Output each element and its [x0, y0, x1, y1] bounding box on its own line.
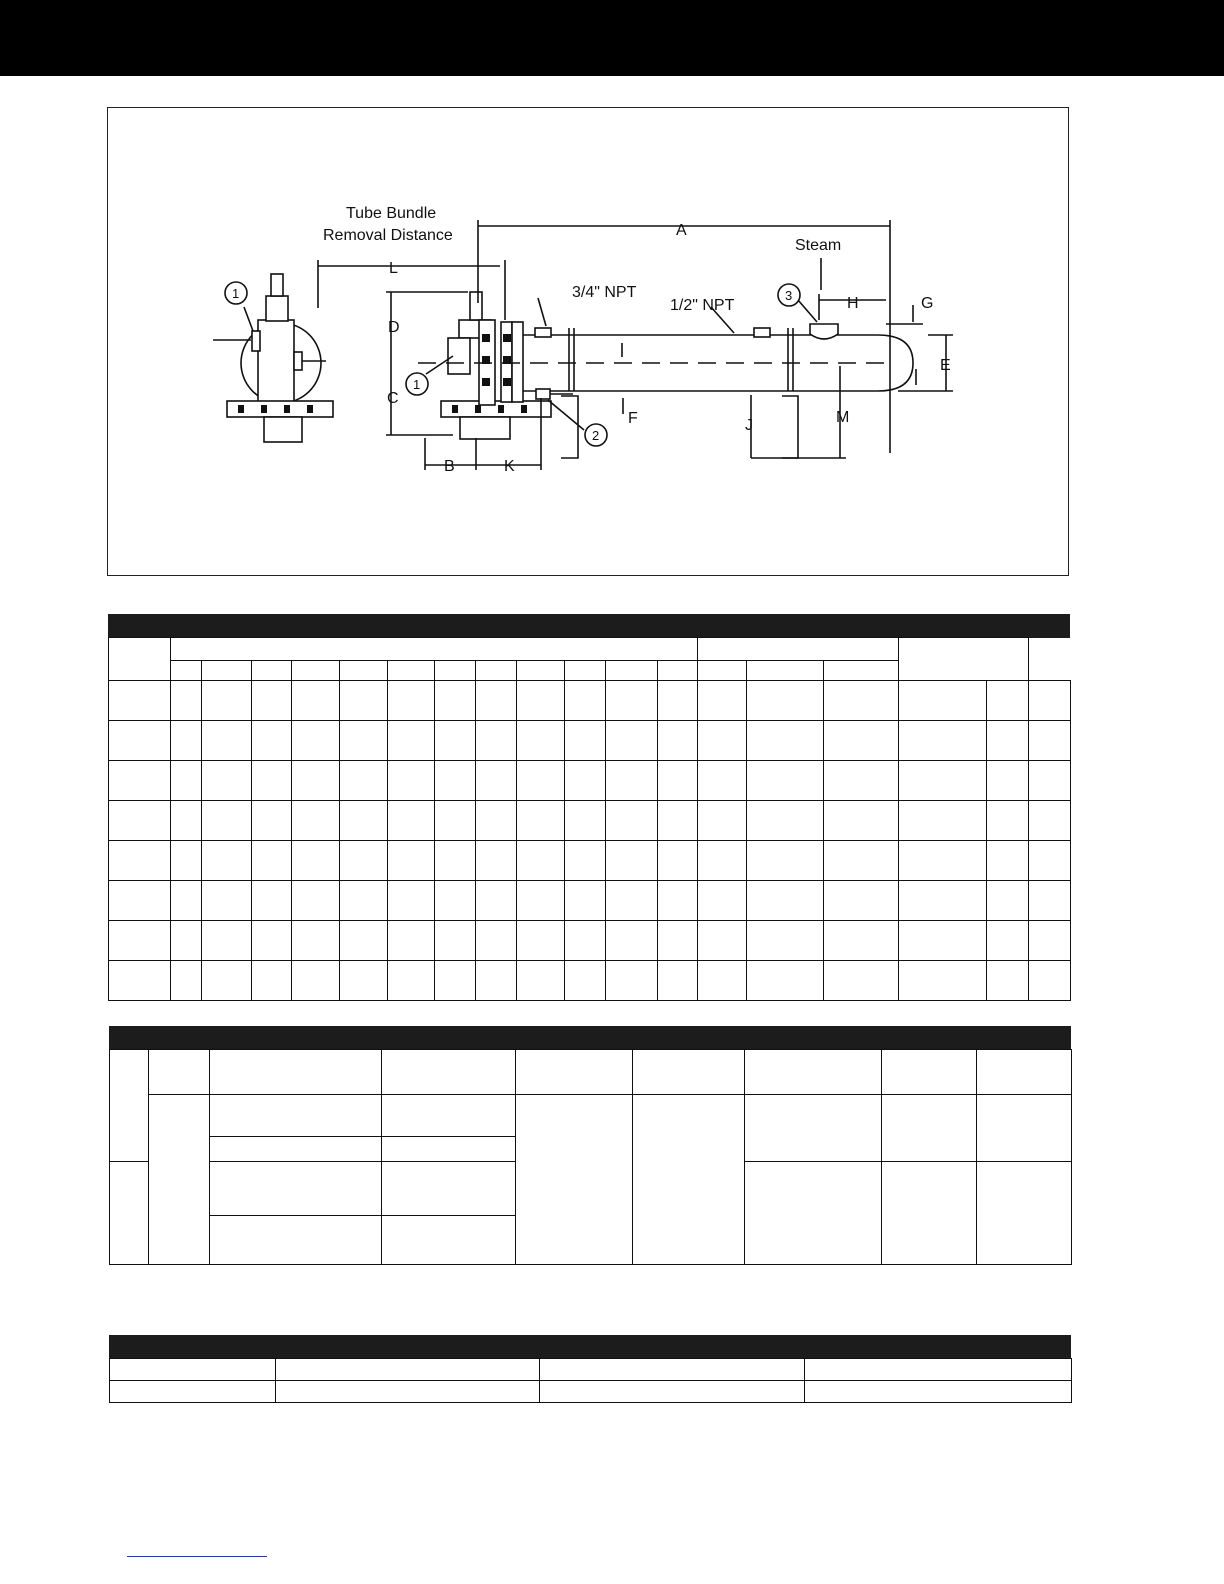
table-row	[109, 881, 1071, 921]
table-row	[109, 761, 1071, 801]
table-cell	[382, 1137, 516, 1162]
dim-m-label: M	[836, 409, 850, 426]
table-cell	[252, 661, 292, 681]
dim-d-label: D	[388, 319, 400, 336]
table-cell	[540, 1359, 805, 1381]
table-cell	[340, 921, 388, 961]
table-cell	[171, 921, 202, 961]
table-cell	[517, 721, 565, 761]
table-cell	[1029, 921, 1071, 961]
table-cell	[388, 761, 435, 801]
table-cell	[698, 681, 747, 721]
table-cell	[476, 761, 517, 801]
table-cell	[388, 961, 435, 1001]
table-cell	[747, 801, 824, 841]
table-cell	[698, 721, 747, 761]
table-cell	[202, 841, 252, 881]
dimensions-table	[108, 637, 1071, 1001]
dimensions-table-header-bar	[108, 614, 1070, 638]
table-cell	[977, 1162, 1072, 1265]
table-cell	[899, 638, 1029, 681]
saddle-left	[561, 396, 578, 458]
bolt	[521, 405, 527, 413]
table-cell	[745, 1095, 882, 1162]
table-cell	[658, 881, 698, 921]
table-cell	[340, 721, 388, 761]
table-cell	[606, 841, 658, 881]
table-cell	[340, 661, 388, 681]
table-cell	[565, 841, 606, 881]
table-cell	[606, 681, 658, 721]
table-cell	[171, 681, 202, 721]
table-cell	[606, 961, 658, 1001]
table-cell	[899, 961, 987, 1001]
table-cell	[633, 1050, 745, 1095]
table-cell	[292, 921, 340, 961]
table-cell	[882, 1050, 977, 1095]
npt-12-label: 1/2" NPT	[670, 297, 735, 314]
table-cell	[987, 961, 1029, 1001]
table-cell	[171, 841, 202, 881]
table-cell	[210, 1095, 382, 1137]
table-cell	[747, 921, 824, 961]
table-cell	[565, 961, 606, 1001]
table-cell	[606, 881, 658, 921]
table-cell	[171, 881, 202, 921]
dim-b-label: B	[444, 458, 455, 475]
table-cell	[977, 1095, 1072, 1162]
table-cell	[476, 841, 517, 881]
table-cell	[382, 1216, 516, 1265]
table-cell	[747, 681, 824, 721]
table-cell	[110, 1359, 276, 1381]
table-cell	[388, 801, 435, 841]
table-cell	[977, 1050, 1072, 1095]
table-cell	[109, 638, 171, 681]
bolt	[284, 405, 290, 413]
bolt	[503, 334, 511, 342]
selection-table-header-bar	[109, 1026, 1071, 1050]
table-cell	[149, 1050, 210, 1095]
dim-j-label: J	[745, 417, 753, 434]
table-cell	[606, 801, 658, 841]
table-cell	[745, 1162, 882, 1265]
table-cell	[517, 921, 565, 961]
callout-1-number: 1	[413, 377, 421, 392]
callout-2-number: 2	[592, 428, 600, 443]
table-cell	[606, 921, 658, 961]
table-header-row	[110, 1050, 1072, 1095]
table-cell	[382, 1095, 516, 1137]
dim-e-label: E	[940, 357, 951, 374]
table-cell	[747, 841, 824, 881]
table-cell	[252, 881, 292, 921]
table-cell	[292, 841, 340, 881]
table-cell	[476, 961, 517, 1001]
table-cell	[476, 721, 517, 761]
table-cell	[202, 921, 252, 961]
table-cell	[171, 761, 202, 801]
table-cell	[388, 681, 435, 721]
table-cell	[698, 961, 747, 1001]
table-cell	[606, 721, 658, 761]
table-cell	[1029, 841, 1071, 881]
table-cell	[292, 681, 340, 721]
table-cell	[435, 801, 476, 841]
nozzle-34-npt	[535, 328, 551, 337]
table-cell	[202, 681, 252, 721]
table-cell	[824, 961, 899, 1001]
table-cell	[516, 1050, 633, 1095]
table-cell	[698, 881, 747, 921]
table-cell	[388, 661, 435, 681]
table-row	[110, 1095, 1072, 1137]
table-cell	[658, 721, 698, 761]
table-cell	[388, 721, 435, 761]
table-cell	[747, 721, 824, 761]
table-cell	[565, 761, 606, 801]
table-cell	[517, 841, 565, 881]
side-view-shell-flange	[512, 322, 523, 402]
table-cell	[698, 801, 747, 841]
dim-g-label: G	[921, 295, 934, 312]
table-cell	[476, 881, 517, 921]
table-cell	[252, 681, 292, 721]
table-cell	[987, 801, 1029, 841]
table-cell	[565, 801, 606, 841]
table-cell	[340, 761, 388, 801]
table-cell	[745, 1050, 882, 1095]
diagram-svg	[108, 108, 1070, 577]
table-cell	[476, 921, 517, 961]
table-cell	[435, 841, 476, 881]
table-cell	[565, 921, 606, 961]
table-cell	[899, 761, 987, 801]
table-cell	[698, 921, 747, 961]
table-cell	[388, 881, 435, 921]
table-cell	[606, 661, 658, 681]
table-cell	[899, 721, 987, 761]
table-cell	[1029, 801, 1071, 841]
table-cell	[747, 761, 824, 801]
bolt	[498, 405, 504, 413]
table-cell	[202, 721, 252, 761]
table-cell	[658, 961, 698, 1001]
callout-1-left-number: 1	[232, 286, 240, 301]
table-cell	[899, 801, 987, 841]
table-cell	[435, 881, 476, 921]
table-row	[109, 921, 1071, 961]
dim-c-label: C	[387, 390, 399, 407]
table-cell	[824, 841, 899, 881]
table-cell	[1029, 721, 1071, 761]
table-cell	[565, 681, 606, 721]
table-cell	[698, 638, 899, 661]
table-cell	[1029, 881, 1071, 921]
table-cell	[517, 661, 565, 681]
table-cell	[109, 961, 171, 1001]
table-cell	[388, 921, 435, 961]
table-cell	[340, 841, 388, 881]
end-view-connector	[252, 331, 260, 351]
table-cell	[171, 961, 202, 1001]
end-view-head	[264, 417, 302, 442]
bolt	[503, 356, 511, 364]
table-cell	[171, 721, 202, 761]
selection-table	[109, 1049, 1072, 1265]
table-cell	[1029, 961, 1071, 1001]
end-view-valve-body	[258, 320, 294, 405]
table-cell	[658, 921, 698, 961]
table-cell	[516, 1095, 633, 1265]
dim-l-label: L	[389, 260, 398, 277]
table-cell	[698, 761, 747, 801]
table-cell	[435, 681, 476, 721]
condensate-nozzle	[536, 389, 550, 399]
bolt	[482, 356, 490, 364]
end-view-side-port	[294, 352, 302, 370]
table-cell	[824, 681, 899, 721]
saddle-right	[782, 396, 798, 458]
table-cell	[109, 721, 171, 761]
table-cell	[252, 801, 292, 841]
table-cell	[633, 1095, 745, 1265]
table-cell	[658, 801, 698, 841]
table-cell	[252, 841, 292, 881]
bolt	[452, 405, 458, 413]
table-cell	[202, 661, 252, 681]
table-cell	[340, 681, 388, 721]
table-cell	[987, 721, 1029, 761]
table-cell	[476, 681, 517, 721]
table-cell	[171, 661, 202, 681]
table-cell	[824, 661, 899, 681]
materials-table	[109, 1358, 1072, 1403]
callout-1-leader-left	[244, 307, 253, 331]
dim-h-label: H	[847, 295, 859, 312]
table-cell	[1029, 761, 1071, 801]
table-cell	[202, 961, 252, 1001]
table-cell	[202, 761, 252, 801]
dim-f-label: F	[628, 410, 638, 427]
footer-link-underline[interactable]	[127, 1556, 267, 1557]
table-cell	[109, 841, 171, 881]
side-view-trap	[448, 338, 470, 374]
table-row	[109, 721, 1071, 761]
table-row	[109, 841, 1071, 881]
table-cell	[517, 801, 565, 841]
table-cell	[210, 1137, 382, 1162]
table-cell	[210, 1162, 382, 1216]
table-cell	[517, 681, 565, 721]
table-cell	[110, 1162, 149, 1265]
table-cell	[292, 721, 340, 761]
dim-k-label: K	[504, 458, 515, 475]
table-cell	[882, 1162, 977, 1265]
table-cell	[202, 801, 252, 841]
table-cell	[292, 801, 340, 841]
table-cell	[824, 921, 899, 961]
table-cell	[435, 921, 476, 961]
table-cell	[882, 1095, 977, 1162]
table-cell	[698, 661, 747, 681]
table-cell	[658, 681, 698, 721]
table-cell	[476, 801, 517, 841]
table-cell	[110, 1381, 276, 1403]
tube-bundle-label-2: Removal Distance	[323, 227, 453, 244]
table-cell	[292, 661, 340, 681]
table-row	[109, 961, 1071, 1001]
side-view-valve-stem	[470, 292, 482, 320]
table-cell	[210, 1050, 382, 1095]
table-cell	[747, 961, 824, 1001]
steam-label: Steam	[795, 237, 842, 254]
bolt	[503, 378, 511, 386]
table-cell	[517, 761, 565, 801]
table-cell	[276, 1359, 540, 1381]
table-cell	[252, 721, 292, 761]
table-cell	[899, 881, 987, 921]
table-cell	[109, 881, 171, 921]
table-cell	[252, 921, 292, 961]
table-cell	[658, 661, 698, 681]
table-cell	[202, 881, 252, 921]
npt-34-label: 3/4" NPT	[572, 284, 637, 301]
table-cell	[698, 841, 747, 881]
table-cell	[435, 661, 476, 681]
table-cell	[388, 841, 435, 881]
bolt	[482, 334, 490, 342]
table-cell	[565, 721, 606, 761]
table-cell	[292, 961, 340, 1001]
table-cell	[340, 961, 388, 1001]
table-cell	[565, 881, 606, 921]
table-cell	[210, 1216, 382, 1265]
table-cell	[805, 1359, 1072, 1381]
table-cell	[276, 1381, 540, 1403]
heater-dimension-diagram	[107, 107, 1069, 576]
bolt	[261, 405, 267, 413]
table-cell	[292, 881, 340, 921]
table-cell	[987, 761, 1029, 801]
table-cell	[149, 1095, 210, 1265]
table-cell	[1029, 681, 1071, 721]
table-cell	[824, 761, 899, 801]
top-black-strip	[0, 0, 1224, 76]
table-cell	[517, 961, 565, 1001]
table-cell	[606, 761, 658, 801]
table-cell	[824, 801, 899, 841]
table-row	[110, 1381, 1072, 1403]
table-cell	[382, 1162, 516, 1216]
end-view-valve-bonnet	[266, 296, 288, 321]
callout-3-leader	[798, 300, 817, 322]
table-cell	[658, 761, 698, 801]
table-cell	[899, 921, 987, 961]
table-cell	[658, 841, 698, 881]
table-cell	[340, 881, 388, 921]
table-cell	[987, 921, 1029, 961]
table-cell	[476, 661, 517, 681]
table-cell	[110, 1050, 149, 1162]
table-cell	[987, 841, 1029, 881]
side-view-head	[460, 417, 510, 439]
table-cell	[340, 801, 388, 841]
table-cell	[171, 638, 698, 661]
table-cell	[565, 661, 606, 681]
table-row	[109, 801, 1071, 841]
table-cell	[171, 801, 202, 841]
bolt	[307, 405, 313, 413]
table-cell	[109, 761, 171, 801]
table-cell	[109, 681, 171, 721]
table-cell	[540, 1381, 805, 1403]
table-cell	[899, 681, 987, 721]
table-cell	[382, 1050, 516, 1095]
table-cell	[899, 841, 987, 881]
table-cell	[435, 761, 476, 801]
bolt	[482, 378, 490, 386]
table-cell	[435, 961, 476, 1001]
table-cell	[987, 881, 1029, 921]
steam-inlet-nozzle	[810, 324, 838, 339]
bolt	[238, 405, 244, 413]
table-cell	[987, 681, 1029, 721]
materials-table-header-bar	[109, 1335, 1071, 1359]
table-row	[110, 1359, 1072, 1381]
table-row	[109, 681, 1071, 721]
table-cell	[824, 721, 899, 761]
end-view-valve-stem	[271, 274, 283, 296]
bolt	[475, 405, 481, 413]
table-cell	[109, 801, 171, 841]
tube-bundle-label-1: Tube Bundle	[346, 205, 437, 222]
table-cell	[109, 921, 171, 961]
npt-34-leader	[538, 298, 546, 326]
table-cell	[824, 881, 899, 921]
dim-a-label: A	[676, 222, 687, 239]
table-cell	[435, 721, 476, 761]
table-cell	[747, 881, 824, 921]
table-cell	[292, 761, 340, 801]
table-header-row	[109, 638, 1071, 661]
table-cell	[252, 961, 292, 1001]
table-cell	[252, 761, 292, 801]
nozzle-12-npt	[754, 328, 770, 337]
table-cell	[747, 661, 824, 681]
table-cell	[805, 1381, 1072, 1403]
table-cell	[517, 881, 565, 921]
callout-3-number: 3	[785, 288, 793, 303]
